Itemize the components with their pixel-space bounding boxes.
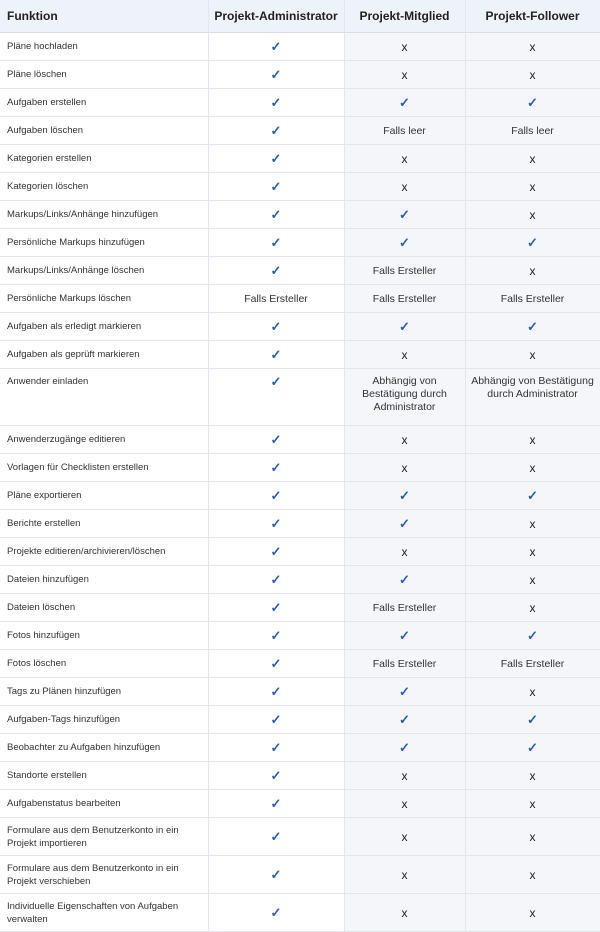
follower-permission-cell [465, 33, 600, 61]
check-icon: ✓ [270, 94, 282, 110]
check-icon: ✓ [270, 122, 282, 138]
admin-permission-cell [208, 454, 344, 482]
function-name: Anwenderzugänge editieren [0, 426, 208, 454]
member-permission-cell [344, 61, 465, 89]
permission-text: Falls Ersteller [372, 292, 437, 305]
cross-icon: x [529, 684, 536, 699]
table-row [0, 426, 600, 454]
follower-permission-cell [465, 285, 600, 313]
admin-permission-cell [208, 117, 344, 145]
check-icon: ✓ [399, 487, 410, 503]
table-row [0, 706, 600, 734]
table-row [0, 369, 600, 426]
cross-icon: x [401, 867, 408, 882]
admin-permission-cell [208, 145, 344, 173]
member-permission-cell [344, 706, 465, 734]
follower-permission-cell [465, 61, 600, 89]
member-permission-cell [344, 341, 465, 369]
admin-permission-cell [208, 313, 344, 341]
permission-text: Falls Ersteller [500, 657, 565, 670]
check-icon: ✓ [399, 739, 410, 755]
permission-text: Abhängig von Bestätigung durch Administrator [471, 375, 594, 400]
admin-permission-cell [208, 650, 344, 678]
table-row [0, 229, 600, 257]
check-icon: ✓ [399, 515, 410, 531]
follower-permission-cell [465, 650, 600, 678]
permission-text: Falls Ersteller [500, 292, 565, 305]
permission-text: Falls leer [383, 124, 426, 137]
check-icon: ✓ [270, 683, 282, 699]
follower-permission-cell [465, 538, 600, 566]
table-row [0, 313, 600, 341]
table-row [0, 117, 600, 145]
cross-icon: x [401, 460, 408, 475]
check-icon: ✓ [270, 904, 282, 920]
cross-icon: x [401, 544, 408, 559]
table-row [0, 285, 600, 313]
table-row [0, 201, 600, 229]
follower-permission-cell [465, 173, 600, 201]
member-permission-cell [344, 622, 465, 650]
member-permission-cell [344, 538, 465, 566]
check-icon: ✓ [270, 374, 282, 389]
permission-text: Falls Ersteller [372, 657, 437, 670]
follower-permission-cell [465, 856, 600, 894]
check-icon: ✓ [270, 739, 282, 755]
cross-icon: x [529, 796, 536, 811]
admin-permission-cell [208, 341, 344, 369]
follower-permission-cell [465, 678, 600, 706]
admin-permission-cell [208, 510, 344, 538]
table-row [0, 89, 600, 117]
cross-icon: x [529, 67, 536, 82]
cross-icon: x [529, 867, 536, 882]
check-icon: ✓ [270, 599, 282, 615]
check-icon: ✓ [399, 206, 410, 222]
cross-icon: x [401, 39, 408, 54]
cross-icon: x [529, 768, 536, 783]
cross-icon: x [529, 516, 536, 531]
function-name: Formulare aus dem Benutzerkonto in ein Projekt verschieben [0, 856, 208, 894]
follower-permission-cell [465, 89, 600, 117]
table-row [0, 856, 600, 894]
column-header-function: Funktion [0, 0, 208, 33]
check-icon: ✓ [270, 711, 282, 727]
function-name: Persönliche Markups hinzufügen [0, 229, 208, 257]
follower-permission-cell [465, 454, 600, 482]
table-row [0, 734, 600, 762]
member-permission-cell [344, 566, 465, 594]
follower-permission-cell [465, 790, 600, 818]
column-header-member: Projekt-Mitglied [344, 0, 465, 33]
follower-permission-cell [465, 369, 600, 426]
member-permission-cell [344, 229, 465, 257]
check-icon: ✓ [270, 346, 282, 362]
function-name: Aufgaben als geprüft markieren [0, 341, 208, 369]
check-icon: ✓ [399, 318, 410, 334]
check-icon: ✓ [527, 234, 538, 250]
follower-permission-cell [465, 257, 600, 285]
function-name: Kategorien löschen [0, 173, 208, 201]
follower-permission-cell [465, 706, 600, 734]
table-row [0, 145, 600, 173]
cross-icon: x [529, 544, 536, 559]
cross-icon: x [529, 263, 536, 278]
permission-text: Abhängig von Bestätigung durch Administrator [362, 375, 447, 413]
member-permission-cell [344, 734, 465, 762]
admin-permission-cell [208, 734, 344, 762]
function-name: Markups/Links/Anhänge hinzufügen [0, 201, 208, 229]
admin-permission-cell [208, 818, 344, 856]
cross-icon: x [529, 151, 536, 166]
member-permission-cell [344, 285, 465, 313]
function-name: Aufgaben erstellen [0, 89, 208, 117]
check-icon: ✓ [270, 487, 282, 503]
member-permission-cell [344, 89, 465, 117]
admin-permission-cell [208, 201, 344, 229]
check-icon: ✓ [399, 711, 410, 727]
function-name: Berichte erstellen [0, 510, 208, 538]
function-name: Projekte editieren/archivieren/löschen [0, 538, 208, 566]
admin-permission-cell [208, 538, 344, 566]
check-icon: ✓ [270, 234, 282, 250]
check-icon: ✓ [527, 711, 538, 727]
check-icon: ✓ [527, 487, 538, 503]
member-permission-cell [344, 650, 465, 678]
admin-permission-cell [208, 622, 344, 650]
table-row [0, 173, 600, 201]
permission-text: Falls leer [511, 124, 554, 137]
admin-permission-cell [208, 566, 344, 594]
function-name: Vorlagen für Checklisten erstellen [0, 454, 208, 482]
cross-icon: x [401, 179, 408, 194]
check-icon: ✓ [270, 828, 282, 844]
follower-permission-cell [465, 341, 600, 369]
cross-icon: x [529, 207, 536, 222]
function-name: Anwender einladen [0, 369, 208, 426]
follower-permission-cell [465, 482, 600, 510]
table-row [0, 622, 600, 650]
member-permission-cell [344, 856, 465, 894]
function-name: Pläne exportieren [0, 482, 208, 510]
admin-permission-cell [208, 61, 344, 89]
follower-permission-cell [465, 510, 600, 538]
table-row [0, 510, 600, 538]
admin-permission-cell [208, 482, 344, 510]
follower-permission-cell [465, 313, 600, 341]
cross-icon: x [529, 39, 536, 54]
check-icon: ✓ [399, 627, 410, 643]
follower-permission-cell [465, 229, 600, 257]
function-name: Aufgaben als erledigt markieren [0, 313, 208, 341]
member-permission-cell [344, 482, 465, 510]
follower-permission-cell [465, 762, 600, 790]
check-icon: ✓ [270, 767, 282, 783]
admin-permission-cell [208, 762, 344, 790]
admin-permission-cell [208, 33, 344, 61]
column-header-admin: Projekt-Administrator [208, 0, 344, 33]
function-name: Standorte erstellen [0, 762, 208, 790]
check-icon: ✓ [527, 318, 538, 334]
function-name: Aufgabenstatus bearbeiten [0, 790, 208, 818]
member-permission-cell [344, 313, 465, 341]
check-icon: ✓ [399, 234, 410, 250]
member-permission-cell [344, 594, 465, 622]
admin-permission-cell [208, 173, 344, 201]
cross-icon: x [529, 432, 536, 447]
table-row [0, 594, 600, 622]
member-permission-cell [344, 145, 465, 173]
cross-icon: x [401, 829, 408, 844]
check-icon: ✓ [270, 866, 282, 882]
check-icon: ✓ [270, 431, 282, 447]
admin-permission-cell [208, 678, 344, 706]
check-icon: ✓ [270, 38, 282, 54]
check-icon: ✓ [527, 739, 538, 755]
function-name: Individuelle Eigenschaften von Aufgaben verwalten [0, 894, 208, 932]
check-icon: ✓ [270, 571, 282, 587]
member-permission-cell [344, 510, 465, 538]
member-permission-cell [344, 762, 465, 790]
member-permission-cell [344, 790, 465, 818]
member-permission-cell [344, 33, 465, 61]
member-permission-cell [344, 678, 465, 706]
permission-text: Falls Ersteller [244, 292, 308, 305]
column-header-follower: Projekt-Follower [465, 0, 600, 33]
function-name: Dateien hinzufügen [0, 566, 208, 594]
follower-permission-cell [465, 117, 600, 145]
admin-permission-cell [208, 426, 344, 454]
function-name: Fotos hinzufügen [0, 622, 208, 650]
function-name: Persönliche Markups löschen [0, 285, 208, 313]
admin-permission-cell [208, 89, 344, 117]
check-icon: ✓ [527, 94, 538, 110]
check-icon: ✓ [270, 262, 282, 278]
table-row [0, 257, 600, 285]
table-row [0, 566, 600, 594]
admin-permission-cell [208, 706, 344, 734]
cross-icon: x [401, 796, 408, 811]
permission-text: Falls Ersteller [372, 264, 437, 277]
admin-permission-cell [208, 856, 344, 894]
admin-permission-cell [208, 369, 344, 426]
check-icon: ✓ [399, 683, 410, 699]
check-icon: ✓ [270, 655, 282, 671]
follower-permission-cell [465, 201, 600, 229]
table-row [0, 650, 600, 678]
cross-icon: x [529, 600, 536, 615]
permission-text: Falls Ersteller [372, 601, 437, 614]
cross-icon: x [529, 179, 536, 194]
cross-icon: x [529, 460, 536, 475]
admin-permission-cell [208, 229, 344, 257]
function-name: Aufgaben löschen [0, 117, 208, 145]
function-name: Beobachter zu Aufgaben hinzufügen [0, 734, 208, 762]
cross-icon: x [401, 768, 408, 783]
table-row [0, 818, 600, 856]
table-row [0, 454, 600, 482]
check-icon: ✓ [399, 94, 410, 110]
check-icon: ✓ [270, 66, 282, 82]
function-name: Aufgaben-Tags hinzufügen [0, 706, 208, 734]
member-permission-cell [344, 426, 465, 454]
check-icon: ✓ [270, 150, 282, 166]
function-name: Pläne hochladen [0, 33, 208, 61]
member-permission-cell [344, 818, 465, 856]
follower-permission-cell [465, 594, 600, 622]
cross-icon: x [529, 829, 536, 844]
follower-permission-cell [465, 894, 600, 932]
member-permission-cell [344, 257, 465, 285]
cross-icon: x [401, 67, 408, 82]
check-icon: ✓ [270, 318, 282, 334]
cross-icon: x [529, 905, 536, 920]
check-icon: ✓ [270, 206, 282, 222]
member-permission-cell [344, 369, 465, 426]
table-row [0, 678, 600, 706]
follower-permission-cell [465, 818, 600, 856]
cross-icon: x [401, 432, 408, 447]
follower-permission-cell [465, 426, 600, 454]
check-icon: ✓ [270, 459, 282, 475]
check-icon: ✓ [399, 571, 410, 587]
follower-permission-cell [465, 734, 600, 762]
member-permission-cell [344, 201, 465, 229]
member-permission-cell [344, 454, 465, 482]
admin-permission-cell [208, 894, 344, 932]
admin-permission-cell [208, 285, 344, 313]
member-permission-cell [344, 117, 465, 145]
check-icon: ✓ [270, 795, 282, 811]
cross-icon: x [401, 151, 408, 166]
cross-icon: x [529, 347, 536, 362]
table-row [0, 33, 600, 61]
check-icon: ✓ [270, 178, 282, 194]
follower-permission-cell [465, 622, 600, 650]
cross-icon: x [401, 905, 408, 920]
table-row [0, 790, 600, 818]
member-permission-cell [344, 894, 465, 932]
table-row [0, 341, 600, 369]
table-row [0, 482, 600, 510]
function-name: Markups/Links/Anhänge löschen [0, 257, 208, 285]
check-icon: ✓ [527, 627, 538, 643]
follower-permission-cell [465, 566, 600, 594]
admin-permission-cell [208, 594, 344, 622]
check-icon: ✓ [270, 515, 282, 531]
admin-permission-cell [208, 257, 344, 285]
function-name: Fotos löschen [0, 650, 208, 678]
table-row [0, 61, 600, 89]
check-icon: ✓ [270, 627, 282, 643]
member-permission-cell [344, 173, 465, 201]
table-row [0, 894, 600, 932]
function-name: Kategorien erstellen [0, 145, 208, 173]
cross-icon: x [529, 572, 536, 587]
table-row [0, 538, 600, 566]
function-name: Tags zu Plänen hinzufügen [0, 678, 208, 706]
function-name: Formulare aus dem Benutzerkonto in ein Projekt importieren [0, 818, 208, 856]
header-row [0, 0, 600, 33]
function-name: Dateien löschen [0, 594, 208, 622]
cross-icon: x [401, 347, 408, 362]
table-row [0, 762, 600, 790]
check-icon: ✓ [270, 543, 282, 559]
admin-permission-cell [208, 790, 344, 818]
function-name: Pläne löschen [0, 61, 208, 89]
follower-permission-cell [465, 145, 600, 173]
